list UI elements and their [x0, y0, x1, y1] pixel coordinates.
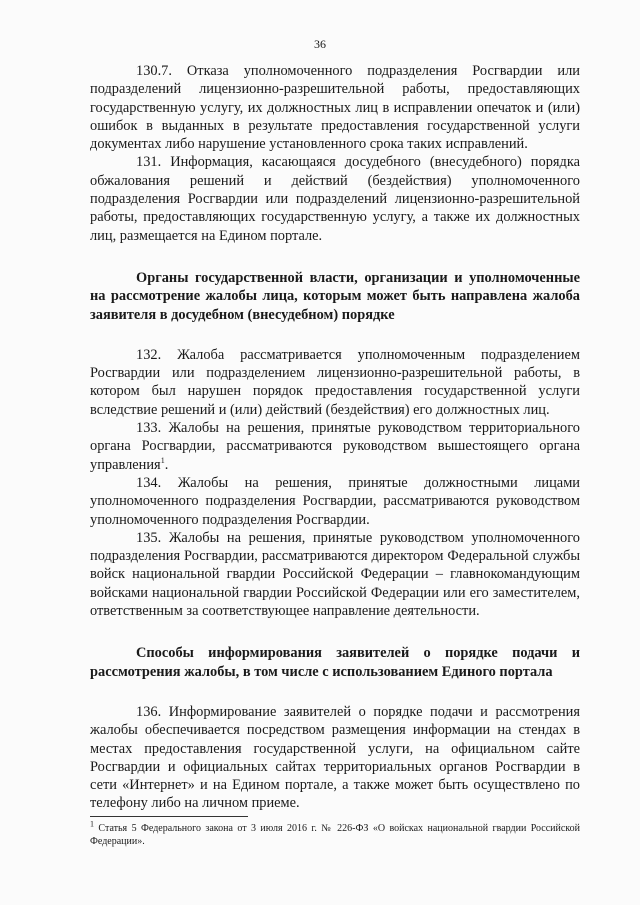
- section-heading-complaint-bodies: Органы государственной власти, организации и уполномоченные на рассмотрение жалобы лица, которым может быть направлена жалоба заявителя в досудебном (внесудебном) порядке: [90, 269, 580, 323]
- paragraph-133: [90, 419, 580, 474]
- footnote-mark: 1: [90, 819, 94, 829]
- footnote-text: Статья 5 Федерального закона от 3 июля 2016 г. № 226-ФЗ «О войсках национальной гвардии Российской Федерации».: [90, 823, 580, 847]
- paragraph-134: 134. Жалобы на решения, принятые должностными лицами уполномоченного подразделения Росгвардии, рассматриваются руководством уполномоченного подразделения Росгвардии.: [90, 474, 580, 528]
- paragraph-135: 135. Жалобы на решения, принятые руководством уполномоченного подразделения Росгвардии, рассматриваются директором Федеральной службы войск национальной гвардии Российской Федерации – главнокомандующим войсками национальной гвардии Российской Федерации или его заместителем, ответственным за соответствующее направление деятельности.: [90, 529, 580, 620]
- paragraph-130-7: 130.7. Отказа уполномоченного подразделения Росгвардии или подразделений лицензионно-разрешительной работы, предоставляющих государственную услугу, их должностных лиц в исправлении опечаток и (или) ошибок в выданных в результате предоставления государственной услуги документах либо нарушение установленного срока таких исправлений.: [90, 63, 580, 153]
- footnote: [90, 819, 580, 848]
- paragraph-136: 136. Информирование заявителей о порядке подачи и рассмотрения жалобы обеспечивается посредством размещения информации на стендах в местах предоставления государственной услуги, на официальном сайте Росгвардии и официальных сайтах территориальных органов Росгвардии в сети «Интернет» и на Едином портале, а также может быть осуществлено по телефону либо на личном приеме.: [90, 703, 580, 812]
- paragraph-133-tail: .: [164, 456, 169, 473]
- page-number: 36: [314, 37, 326, 51]
- section-heading-informing-methods: Способы информирования заявителей о порядке подачи и рассмотрения жалобы, в том числе с использованием Единого портала: [90, 645, 580, 680]
- footnote-separator: [90, 816, 248, 817]
- page-body: [90, 62, 580, 813]
- paragraph-133-text: 133. Жалобы на решения, принятые руководством территориального органа Росгвардии, рассматриваются руководством вышестоящего органа управления: [90, 420, 580, 473]
- footnote-reference[interactable]: 1: [160, 455, 165, 465]
- paragraph-131: 131. Информация, касающаяся досудебного (внесудебного) порядка обжалования решений и действий (бездействия) уполномоченного подразделения Росгвардии или подразделений лицензионно-разрешительной работы, предоставляющих государственную услугу, а также их должностных лиц, размещается на Едином портале.: [90, 154, 580, 244]
- paragraph-132: 132. Жалоба рассматривается уполномоченным подразделением Росгвардии или подразделением лицензионно-разрешительной работы, в котором был нарушен порядок предоставления государственной услуги вследствие решений и (или) действий (бездействия) его должностных лиц.: [90, 346, 580, 418]
